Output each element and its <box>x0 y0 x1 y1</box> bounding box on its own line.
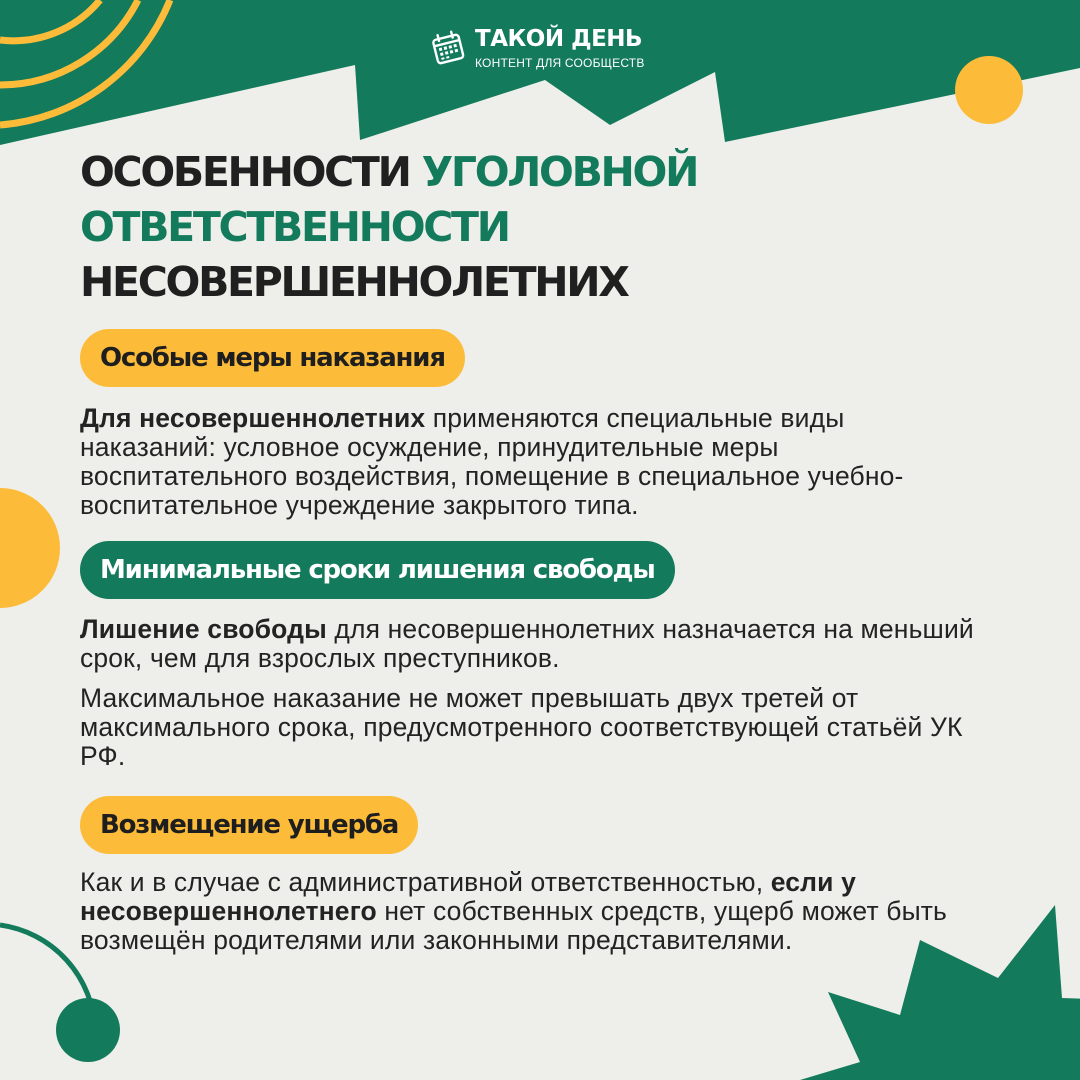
yellow-half-circle-left <box>0 488 60 608</box>
title-highlight-2: ОТВЕТСТВЕННОСТИ <box>80 203 509 251</box>
title-part-1: ОСОБЕННОСТИ <box>80 148 422 196</box>
title-highlight-1: УГОЛОВНОЙ <box>421 148 698 196</box>
paragraph-text: применяются специальные виды наказаний: условное осуждение, принудительные меры воспитательного воздействия, помещение в специальное учебно-воспитательное учреждение закрытого типа. <box>80 403 904 520</box>
brand-name: ТАКОЙ ДЕНЬ <box>475 26 643 52</box>
paragraph-text: для несовершеннолетних назначается на меньший срок, чем для взрослых преступников. <box>80 614 974 673</box>
section-text-damage-compensation <box>80 868 980 955</box>
paragraph-text-before: Как и в случае с административной ответственностью, <box>80 867 771 897</box>
yellow-circle-top-right <box>955 56 1023 124</box>
calendar-icon <box>428 28 468 68</box>
green-circle-bottom-left <box>56 998 120 1062</box>
paragraph-text: нет собственных средств, ущерб может быть возмещён родителями или законными представителями. <box>80 896 948 955</box>
bold-phrase: Лишение свободы <box>80 614 327 644</box>
section-heading-special-punishments: Особые меры наказания <box>80 329 465 387</box>
section-text-maximum-penalty <box>80 684 980 771</box>
bold-phrase: Для несовершеннолетних <box>80 403 426 433</box>
brand-tagline: КОНТЕНТ ДЛЯ СООБЩЕСТВ <box>475 56 645 70</box>
paragraph-text: Максимальное наказание не может превышать двух третей от максимального срока, предусмотренного соответствующей статьёй УК РФ. <box>80 683 963 771</box>
page-title <box>80 145 980 310</box>
section-text-minimum-terms <box>80 615 980 673</box>
section-heading-minimum-terms: Минимальные сроки лишения свободы <box>80 541 675 599</box>
bold-phrase: если у несовершеннолетнего <box>80 867 856 926</box>
section-text-special-punishments <box>80 404 980 520</box>
title-part-2: НЕСОВЕРШЕННОЛЕТНИХ <box>80 258 628 306</box>
section-heading-damage-compensation: Возмещение ущерба <box>80 796 418 854</box>
